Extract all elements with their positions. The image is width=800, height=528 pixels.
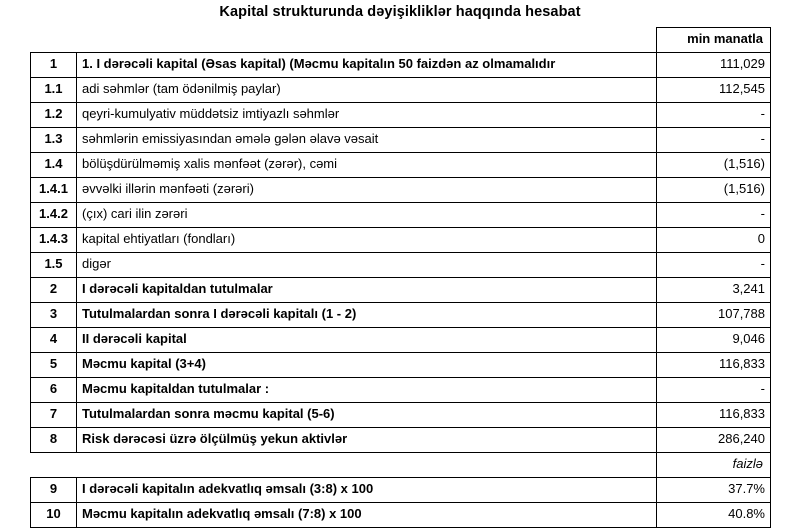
row-number: 4 — [31, 327, 77, 352]
units-blank-no — [31, 28, 77, 53]
row-value: - — [657, 377, 771, 402]
unit-label: min manatla — [657, 28, 771, 53]
row-description: Tutulmalardan sonra məcmu kapital (5-6) — [77, 402, 657, 427]
row-number: 1.5 — [31, 252, 77, 277]
row-description: 1. I dərəcəli kapital (Əsas kapital) (Məcmu kapitalın 50 faizdən az olmamalıdır — [77, 52, 657, 77]
table-row — [31, 402, 771, 427]
row-description: (çıx) cari ilin zərəri — [77, 202, 657, 227]
table-row — [31, 52, 771, 77]
row-value: - — [657, 202, 771, 227]
table-row — [31, 302, 771, 327]
row-number: 1.4 — [31, 152, 77, 177]
row-description: I dərəcəli kapitaldan tutulmalar — [77, 277, 657, 302]
percent-blank-desc — [77, 452, 657, 477]
row-value: 3,241 — [657, 277, 771, 302]
row-description: kapital ehtiyatları (fondları) — [77, 227, 657, 252]
table-row — [31, 502, 771, 527]
table-row — [31, 477, 771, 502]
row-value: 9,046 — [657, 327, 771, 352]
row-description: Tutulmalardan sonra I dərəcəli kapitalı (1 - 2) — [77, 302, 657, 327]
row-description: I dərəcəli kapitalın adekvatlıq əmsalı (3:8) x 100 — [77, 477, 657, 502]
row-value: - — [657, 252, 771, 277]
row-description: II dərəcəli kapital — [77, 327, 657, 352]
row-value: 112,545 — [657, 77, 771, 102]
page-title: Kapital strukturunda dəyişikliklər haqqında hesabat — [219, 4, 581, 20]
table-row — [31, 152, 771, 177]
row-description: qeyri-kumulyativ müddətsiz imtiyazlı səhmlər — [77, 102, 657, 127]
row-value: 116,833 — [657, 352, 771, 377]
row-description: Məcmu kapital (3+4) — [77, 352, 657, 377]
row-value: 116,833 — [657, 402, 771, 427]
table-row — [31, 377, 771, 402]
row-number: 1.1 — [31, 77, 77, 102]
row-number: 1.4.2 — [31, 202, 77, 227]
row-value: (1,516) — [657, 177, 771, 202]
row-number: 2 — [31, 277, 77, 302]
row-number: 1.2 — [31, 102, 77, 127]
row-value: 37.7% — [657, 477, 771, 502]
row-description: Məcmu kapitaldan tutulmalar : — [77, 377, 657, 402]
row-description: digər — [77, 252, 657, 277]
row-value: (1,516) — [657, 152, 771, 177]
units-blank-desc — [77, 28, 657, 53]
table-row — [31, 102, 771, 127]
table-row — [31, 277, 771, 302]
units-header-row — [31, 28, 771, 53]
row-value: 0 — [657, 227, 771, 252]
row-value: 107,788 — [657, 302, 771, 327]
table-row — [31, 77, 771, 102]
row-value: 111,029 — [657, 52, 771, 77]
row-value: - — [657, 127, 771, 152]
row-number: 9 — [31, 477, 77, 502]
row-number: 1.3 — [31, 127, 77, 152]
row-number: 1 — [31, 52, 77, 77]
table-row — [31, 252, 771, 277]
row-number: 3 — [31, 302, 77, 327]
percent-blank-no — [31, 452, 77, 477]
row-value: 40.8% — [657, 502, 771, 527]
row-description: Məcmu kapitalın adekvatlıq əmsalı (7:8) x 100 — [77, 502, 657, 527]
table-row — [31, 177, 771, 202]
table-row — [31, 202, 771, 227]
row-number: 8 — [31, 427, 77, 452]
row-number: 10 — [31, 502, 77, 527]
row-number: 1.4.1 — [31, 177, 77, 202]
table-row — [31, 227, 771, 252]
row-description: səhmlərin emissiyasından əmələ gələn əlavə vəsait — [77, 127, 657, 152]
table-row — [31, 327, 771, 352]
row-number: 7 — [31, 402, 77, 427]
row-description: adi səhmlər (tam ödənilmiş paylar) — [77, 77, 657, 102]
row-value: 286,240 — [657, 427, 771, 452]
row-description: əvvəlki illərin mənfəəti (zərəri) — [77, 177, 657, 202]
row-number: 5 — [31, 352, 77, 377]
table-row — [31, 127, 771, 152]
row-number: 1.4.3 — [31, 227, 77, 252]
table-row — [31, 427, 771, 452]
table-row — [31, 352, 771, 377]
row-value: - — [657, 102, 771, 127]
capital-structure-table — [30, 27, 771, 528]
row-description: bölüşdürülməmiş xalis mənfəət (zərər), cəmi — [77, 152, 657, 177]
percent-units-row — [31, 452, 771, 477]
percent-label: faizlə — [657, 452, 771, 477]
row-description: Risk dərəcəsi üzrə ölçülmüş yekun aktivlər — [77, 427, 657, 452]
row-number: 6 — [31, 377, 77, 402]
